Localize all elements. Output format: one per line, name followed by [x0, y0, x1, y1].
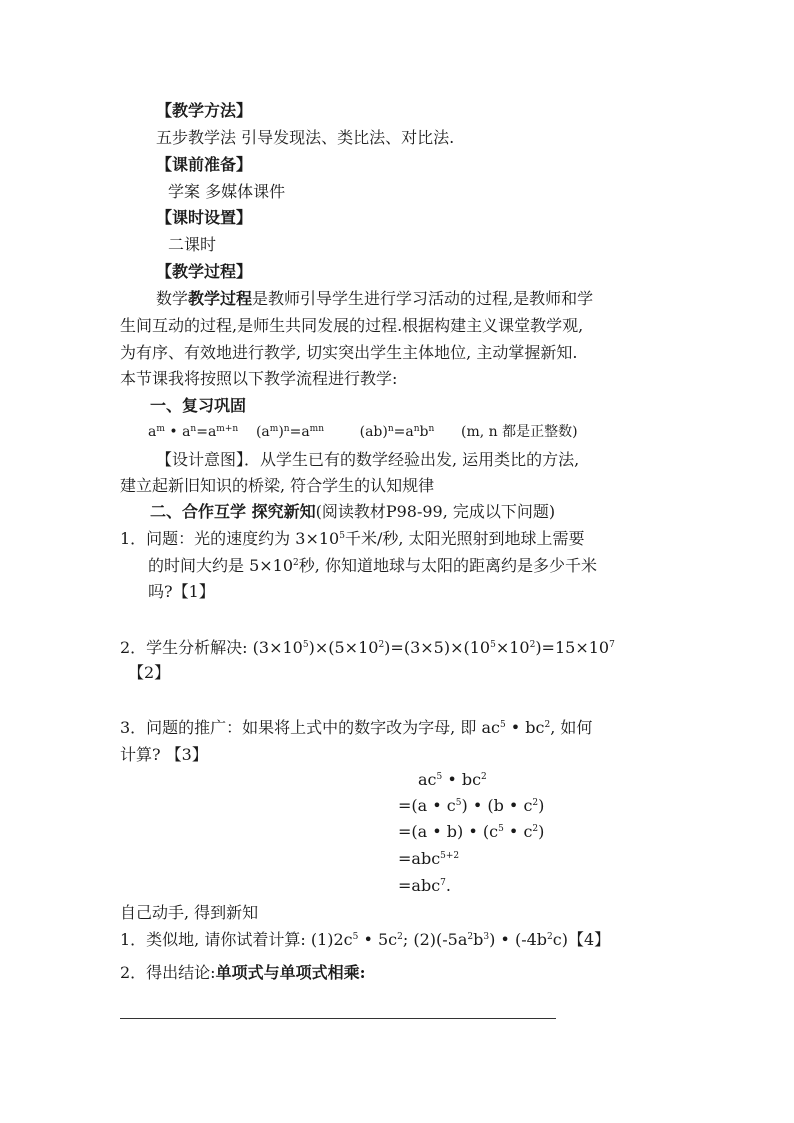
design-intent-2: 建立起新旧知识的桥梁, 符合学生的认知规律: [120, 476, 435, 495]
q1-line-3: 吗?【1】: [148, 582, 215, 601]
intro-line-2: 生间互动的过程,是师生共同发展的过程.根据构建主义课堂教学观,: [120, 316, 584, 335]
heading-teaching-process: 【教学过程】: [156, 262, 253, 281]
heading-preparation: 【课前准备】: [156, 155, 253, 174]
q3-line-1: 3．问题的推广：如果将上式中的数字改为字母, 即 $ac^5$ • $bc^2$, 如何: [120, 718, 593, 737]
self-practice-heading: 自己动手, 得到新知: [120, 903, 259, 922]
q3-line-2: 计算? 【3】: [120, 745, 208, 764]
section-2-title: 二、合作互学 探究新知(阅读教材P98-99, 完成以下问题): [150, 502, 556, 521]
teaching-method-text: 五步教学法 引导发现法、类比法、对比法.: [156, 128, 455, 147]
derivation-step-2: =(a • $c^5$) • (b • $c^2$): [398, 796, 545, 815]
preparation-text: 学案 多媒体课件: [168, 182, 286, 201]
derivation-step-1: $ac^5$ • $bc^2$: [418, 770, 487, 789]
class-hours-text: 二课时: [168, 235, 217, 254]
exercise-1: 1．类似地, 请你试着计算: $(1)2c^5$ • $5c^2$; $(2)(-5a^2b^3)$ • $(-4b^2c)$【4】: [120, 930, 611, 949]
section-1-title: 一、复习巩固: [150, 396, 247, 415]
q1-line-1: 1．问题：光的速度约为 $3\times 10^5$千米/秒, 太阳光照射到地球上需要: [120, 529, 585, 548]
derivation-step-4: =abc$^{5+2}$: [398, 849, 460, 868]
review-formulas: $a^m$ • $a^n=a^{m+n}$ $(a^m)^n=a^{mn}$ $(ab)^n=a^nb^n$ (m, n 都是正整数): [148, 424, 578, 440]
answer-blank-line: [120, 1018, 556, 1019]
exercise-2: 2．得出结论:单项式与单项式相乘:: [120, 963, 366, 982]
intro-line-3: 为有序、有效地进行教学, 切实突出学生主体地位, 主动掌握新知.: [120, 343, 578, 362]
intro-line-4: 本节课我将按照以下教学流程进行教学:: [120, 369, 398, 388]
q2-line-1: 2．学生分析解决: $(3\times 10^5)\times(5\times 10^2)=(3\times 5)\times(10^5\times 10^2)=15\times 10^7$: [120, 638, 615, 657]
derivation-step-3: =(a • b) • ($c^5$ • $c^2$): [398, 822, 545, 841]
design-intent-1: 【设计意图】．从学生已有的数学经验出发, 运用类比的方法,: [156, 450, 580, 469]
intro-line-1: 数学教学过程是教师引导学生进行学习活动的过程,是教师和学: [156, 289, 594, 308]
q2-line-2: 【2】: [128, 663, 171, 682]
q1-line-2: 的时间大约是 $5\times 10^2$秒, 你知道地球与太阳的距离约是多少千米: [148, 556, 597, 575]
heading-class-hours: 【课时设置】: [156, 208, 253, 227]
derivation-step-5: =abc$^7$.: [398, 876, 451, 895]
heading-teaching-method: 【教学方法】: [156, 101, 253, 120]
